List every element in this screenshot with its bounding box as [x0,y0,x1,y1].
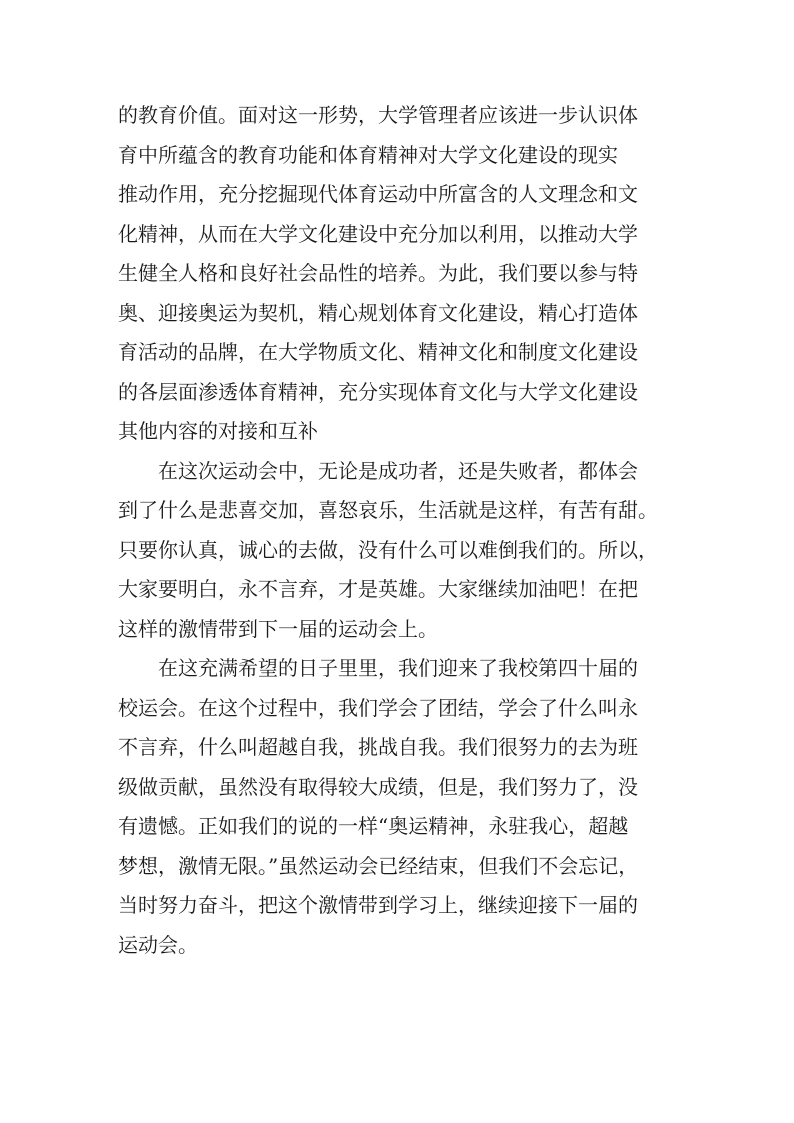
text-line: 化精神，从而在大学文化建设中充分加以利用，以推动大学 [118,221,638,246]
text-line: 梦想，激情无限。”虽然运动会已经结束，但我们不会忘记， [118,853,639,878]
text-line: 其他内容的对接和互补 [118,419,318,443]
text-line: 推动作用，充分挖掘现代体育运动中所富含的人文理念和文 [118,182,638,206]
text-line: 在这充满希望的日子里里，我们迎来了我校第四十届的 [158,656,638,680]
text-line: 有遗憾。正如我们的说的一样“奥运精神，永驻我心，超越 [118,814,629,838]
text-line: 到了什么是悲喜交加，喜怒哀乐，生活就是这样，有苦有甜。 [118,498,658,522]
text-line: 的教育价值。面对这一形势，大学管理者应该进一步认识体 [118,103,638,127]
text-line: 育活动的品牌，在大学物质文化、精神文化和制度文化建设 [118,340,638,364]
paragraph-3 [118,649,680,965]
text-line: 奥、迎接奥运为契机，精心规划体育文化建设，精心打造体 [118,300,638,325]
text-line: 不言弃，什么叫超越自我，挑战自我。我们很努力的去为班 [118,735,638,759]
paragraph-1 [118,96,680,452]
text-line: 大家要明白，永不言弃，才是英雄。大家继续加油吧！在把 [118,577,638,601]
text-line: 级做贡献，虽然没有取得较大成绩，但是，我们努力了，没 [118,774,638,799]
text-line: 只要你认真，诚心的去做，没有什么可以难倒我们的。所以， [118,537,658,562]
text-line: 生健全人格和良好社会品性的培养。为此，我们要以参与特 [118,261,638,285]
text-line: 这样的激情带到下一届的运动会上。 [118,616,438,641]
text-line: 在这次运动会中，无论是成功者，还是失败者，都体会 [158,458,638,483]
document-body [118,96,680,965]
text-line: 运动会。 [118,932,198,957]
paragraph-2 [118,452,680,650]
text-line: 的各层面渗透体育精神，充分实现体育文化与大学文化建设 [118,379,638,404]
text-line: 校运会。在这个过程中，我们学会了团结，学会了什么叫永 [118,695,638,720]
text-line: 育中所蕴含的教育功能和体育精神对大学文化建设的现实 [118,142,618,167]
text-line: 当时努力奋斗，把这个激情带到学习上，继续迎接下一届的 [118,893,638,917]
